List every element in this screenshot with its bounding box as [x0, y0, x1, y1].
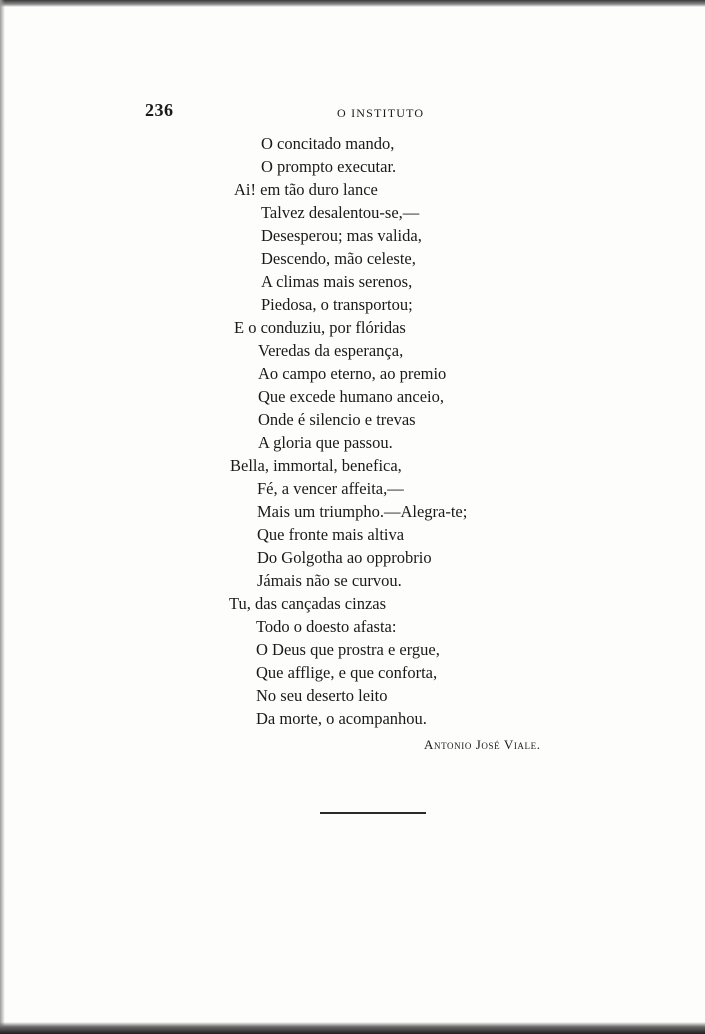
poem-line: E o conduziu, por flóridas — [234, 318, 406, 337]
poem-line: Descendo, mão celeste, — [261, 249, 416, 268]
scan-edge-bottom — [0, 1022, 705, 1034]
poem-line: Talvez desalentou-se,— — [261, 203, 420, 222]
poem-line: Ao campo eterno, ao premio — [258, 364, 447, 383]
poem-line: Ai! em tão duro lance — [234, 180, 378, 199]
section-rule — [320, 812, 426, 814]
poem-line: Bella, immortal, benefica, — [230, 456, 402, 475]
poem-line: Que excede humano anceio, — [258, 387, 444, 406]
poem-line: No seu deserto leito — [256, 686, 388, 705]
scan-edge-top — [0, 0, 705, 7]
poem-line: O Deus que prostra e ergue, — [256, 640, 440, 659]
poem-line: Fé, a vencer affeita,— — [257, 479, 404, 498]
poem-line: Que afflige, e que conforta, — [256, 663, 438, 682]
poem-line: Do Golgotha ao opprobrio — [257, 548, 432, 567]
poem-line: Da morte, o acompanhou. — [256, 709, 427, 728]
author-signature: Antonio José Viale. — [424, 737, 541, 752]
running-head: O INSTITUTO — [337, 106, 425, 120]
page-number: 236 — [145, 100, 174, 120]
poem-line: A gloria que passou. — [258, 433, 393, 452]
poem-line: Que fronte mais altiva — [257, 525, 405, 544]
poem-line: Tu, das cançadas cinzas — [229, 594, 387, 613]
scan-edge-left — [0, 0, 5, 1034]
poem-line: Desesperou; mas valida, — [261, 226, 422, 245]
poem-line: Onde é silencio e trevas — [258, 410, 416, 429]
poem-line: Jámais não se curvou. — [257, 571, 402, 590]
poem-line: Piedosa, o transportou; — [261, 295, 413, 314]
poem-line: O concitado mando, — [261, 134, 395, 153]
poem-line: A climas mais serenos, — [261, 272, 413, 291]
poem-line: Todo o doesto afasta: — [256, 617, 397, 636]
poem-line: Mais um triumpho.—Alegra-te; — [257, 502, 468, 521]
poem-line: O prompto executar. — [261, 157, 397, 176]
poem-line: Veredas da esperança, — [258, 341, 404, 360]
